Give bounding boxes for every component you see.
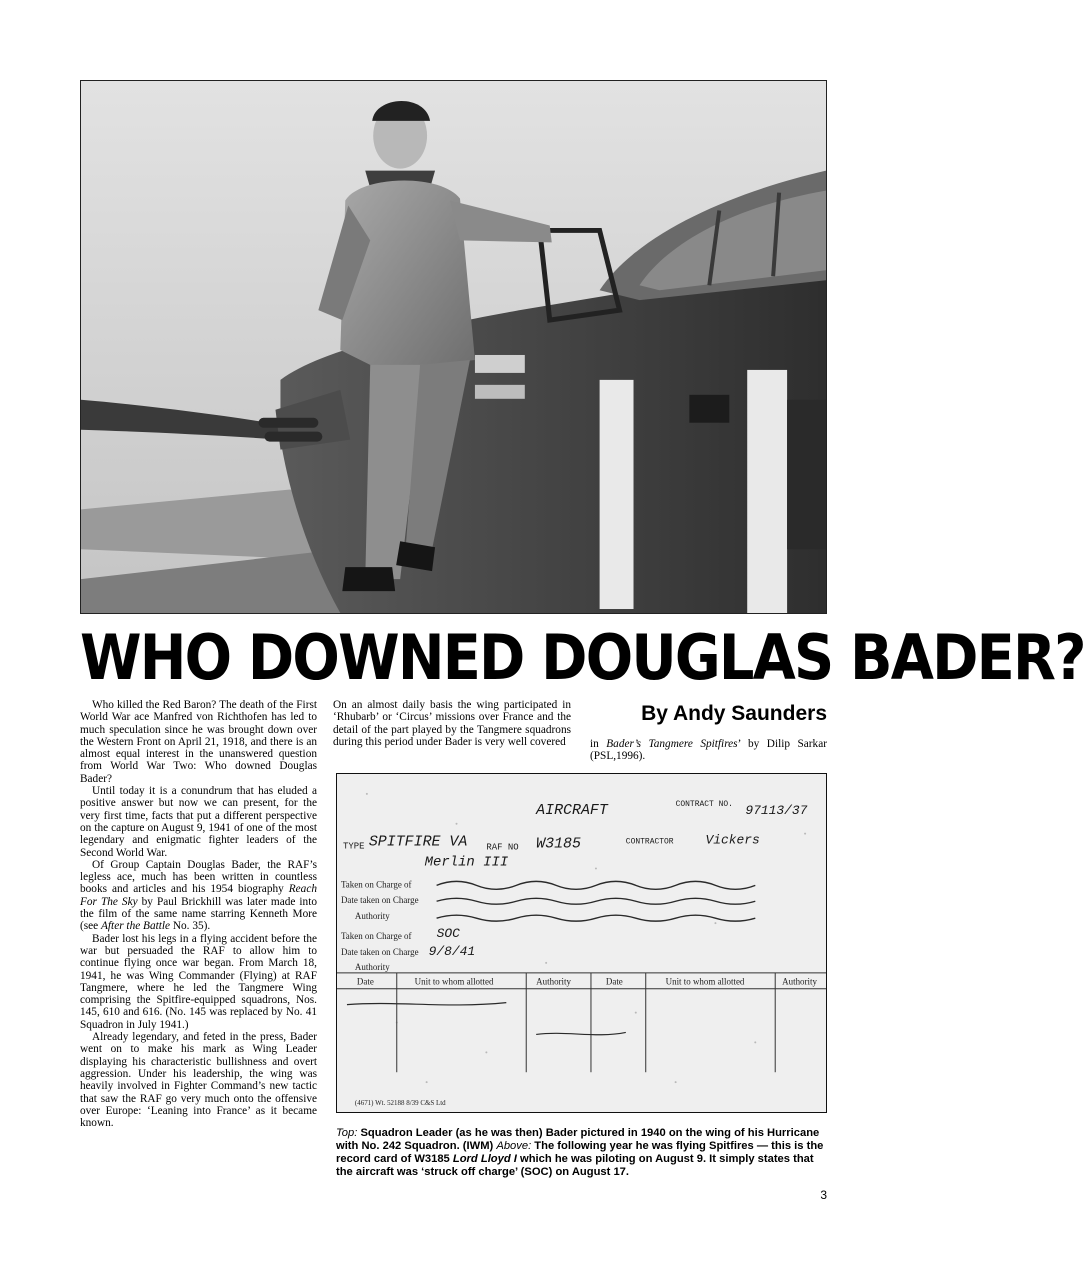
article-column-1 <box>80 699 317 1129</box>
paragraph: in Bader’s Tangmere Spitfires’ by Dilip Sarkar (PSL,1996). <box>590 738 827 763</box>
paragraph: Of Group Captain Douglas Bader, the RAF’s legless ace, much has been written in countless books and articles and his 1954 biography Reach For The Sky by Paul Brickhill was later made into the film of the same name starring Kenneth More (see After the Battle No. 35). <box>80 858 317 933</box>
book-title: Reach For The Sky <box>80 883 317 908</box>
card-row-label: Date taken on Charge <box>340 946 419 957</box>
photo-bader-hurricane-icon <box>81 81 826 613</box>
card-row-label: Authority <box>354 911 390 922</box>
magazine-title: After the Battle <box>101 920 171 933</box>
byline: By Andy Saunders <box>641 702 827 725</box>
card-footer: (4671) Wt. 52188 8/39 C&S Ltd <box>354 1099 446 1108</box>
figure-caption: Top: Squadron Leader (as he was then) Bader pictured in 1940 on the wing of his Hurricane with No. 242 Squadron. (IWM) Above: The following year he was flying Spitfires — this is the record card of W3185 Lord Lloyd I which he was piloting on August 9. It simply states that the aircraft was ‘struck off charge’ (SOC) on August 17. <box>336 1127 824 1178</box>
card-row-label: Taken on Charge of <box>340 879 412 890</box>
card-row-label: Authority <box>354 961 390 972</box>
card-table-header: Unit to whom allotted <box>665 976 745 987</box>
card-raf-no-value: W3185 <box>536 836 581 853</box>
card-table-header: Authority <box>782 976 817 987</box>
article-column-2 <box>333 699 571 748</box>
card-contract-label: CONTRACT NO. <box>675 799 733 809</box>
card-row-label: Taken on Charge of <box>340 931 412 942</box>
card-soc-value: SOC <box>436 926 460 942</box>
card-engine-value: Merlin III <box>424 854 509 871</box>
book-title: Bader’s Tangmere Spitfires <box>606 738 738 750</box>
card-type-value: SPITFIRE VA <box>368 834 468 851</box>
aircraft-record-card <box>336 773 827 1113</box>
card-table-header: Date <box>356 976 374 987</box>
card-table-header: Date <box>605 976 623 987</box>
paragraph: Until today it is a conundrum that has eluded a positive answer but now we can present, for the very first time, facts that put a different perspective on the capture on August 9, 1941 of one of the most legendary and enigmatic fighter leaders of the Second World War. <box>80 785 317 859</box>
paragraph: Bader lost his legs in a flying accident before the war but persuaded the RAF to allow him to continue flying once war began. From March 18, 1941, he was Wing Commander (Flying) at RAF Tangmere, where he led the Tangmere Wing comprising the Spitfire-equipped squadrons, Nos. 145, 610 and 616. (No. 145 was replaced by No. 41 Squadron in July 1941.) <box>80 932 317 1031</box>
card-contractor-value: Vickers <box>705 832 760 848</box>
photo-bader-hurricane <box>80 80 827 614</box>
card-contractor-label: CONTRACTOR <box>625 837 674 847</box>
paragraph: On an almost daily basis the wing participated in ‘Rhubarb’ or ‘Circus’ missions over France and the detail of the part played by the Tangmere squadrons during this period under Bader is very well covered <box>333 699 571 748</box>
page-number: 3 <box>820 1188 827 1202</box>
record-card-image <box>337 774 826 1112</box>
card-heading: AIRCRAFT <box>536 802 608 819</box>
paragraph: Who killed the Red Baron? The death of the First World War ace Manfred von Richthofen has led to much speculation since he was brought down over the Western Front on April 21, 1918, and there is an almost equal interest in the unanswered question from World War Two: Who downed Douglas Bader? <box>80 699 317 785</box>
article-column-3 <box>590 738 827 763</box>
card-soc-date: 9/8/41 <box>428 943 476 959</box>
card-row-label: Date taken on Charge <box>340 895 419 906</box>
headline: WHO DOWNED DOUGLAS BADER? <box>80 621 1085 694</box>
card-table-header: Authority <box>536 976 571 987</box>
card-type-label: TYPE <box>342 841 365 852</box>
card-table-header: Unit to whom allotted <box>414 976 494 987</box>
paragraph: Already legendary, and feted in the press, Bader went on to make his mark as Wing Leader displaying his characteristic bullishness and overt aggression. Under his leadership, the wing was heavily involved in Fighter Command’s new tactic that saw the RAF go very much onto the offensive over Europe: ‘Leaning into France’ as it became known. <box>80 1031 317 1130</box>
card-contract-value: 97113/37 <box>745 802 808 818</box>
card-raf-no-label: RAF NO <box>486 842 519 853</box>
